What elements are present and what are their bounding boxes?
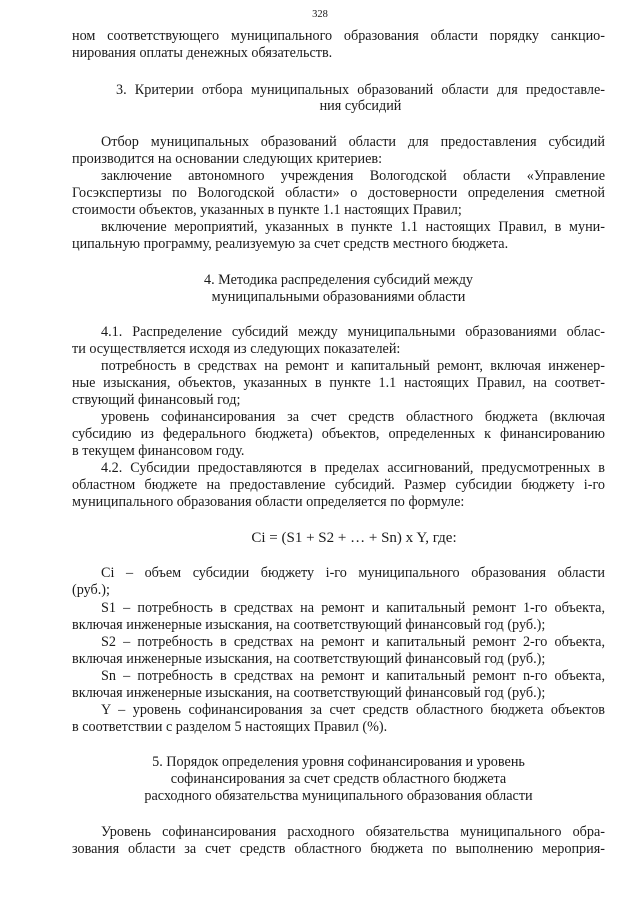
text-line: уровень софинансирования за счет средств областного бюджета (включая — [101, 409, 605, 425]
text-line: ти осуществляется исходя из следующих показателей: — [72, 341, 401, 357]
text-line: включая инженерные изыскания, на соответствующий финансовый год (руб.); — [72, 617, 546, 633]
text-line: включая инженерные изыскания, на соответствующий финансовый год (руб.); — [72, 685, 546, 701]
text-line: стоимости объектов, указанных в пункте 1.1 настоящих Правил; — [72, 202, 462, 218]
formula-line: Ci = (S1 + S2 + … + Sn) x Y, где: — [251, 530, 457, 546]
text-line: Уровень софинансирования расходного обязательства муниципального обра- — [101, 824, 605, 840]
text-line: заключение автономного учреждения Вологодской области «Управление — [101, 168, 605, 184]
text-line: Y – уровень софинансирования за счет средств областного бюджета объектов — [101, 702, 605, 718]
text-line: Отбор муниципальных образований области для предоставления субсидий — [101, 134, 605, 150]
text-line: зования области за счет средств областного бюджета по выполнению мероприя- — [72, 841, 605, 857]
text-line: 5. Порядок определения уровня софинансирования и уровень — [152, 754, 525, 770]
text-line: ния субсидий — [319, 98, 402, 114]
text-line: (руб.); — [72, 582, 110, 598]
text-line: расходного обязательства муниципального образования области — [144, 788, 533, 804]
text-line: в текущем финансовом году. — [72, 443, 245, 459]
text-line: включение мероприятий, указанных в пункте 1.1 настоящих Правил, в муни- — [101, 219, 605, 235]
text-line: областном бюджете на предоставление субсидий. Размер субсидии бюджету i-го — [72, 477, 605, 493]
text-line: Ci – объем субсидии бюджету i-го муниципального образования области — [101, 565, 605, 581]
text-line: субсидию из федерального бюджета) объектов, определенных к финансированию — [72, 426, 605, 442]
text-line: S1 – потребность в средствах на ремонт и капитальный ремонт 1-го объекта, — [101, 600, 605, 616]
text-line: ствующий финансовый год; — [72, 392, 241, 408]
text-line: Госэкспертизы по Вологодской области» о достоверности определения сметной — [72, 185, 605, 201]
text-line: 4.1. Распределение субсидий между муниципальными образованиями облас- — [101, 324, 605, 340]
text-line: потребность в средствах на ремонт и капитальный ремонт, включая инженер- — [101, 358, 605, 374]
text-line: в соответствии с разделом 5 настоящих Правил (%). — [72, 719, 388, 735]
text-line: 4. Методика распределения субсидий между — [203, 272, 474, 288]
text-line: 3. Критерии отбора муниципальных образований области для предоставле- — [116, 82, 605, 98]
text-line: ные изыскания, объектов, указанных в пункте 1.1 настоящих Правил, на соответ- — [72, 375, 605, 391]
text-line: ном соответствующего муниципального образования области порядку санкцио- — [72, 28, 605, 44]
text-line: S2 – потребность в средствах на ремонт и капитальный ремонт 2-го объекта, — [101, 634, 605, 650]
text-line: муниципального образования области определяется по формуле: — [72, 494, 465, 510]
page-number: 328 — [312, 9, 328, 20]
text-line: софинансирования за счет средств областного бюджета — [170, 771, 507, 787]
text-line: 4.2. Субсидии предоставляются в пределах ассигнований, предусмотренных в — [101, 460, 605, 476]
text-line: нирования оплаты денежных обязательств. — [72, 45, 333, 61]
text-line: ципальную программу, реализуемую за счет средств местного бюджета. — [72, 236, 509, 252]
text-line: производится на основании следующих критериев: — [72, 151, 383, 167]
text-line: муниципальными образованиями области — [211, 289, 466, 305]
text-line: включая инженерные изыскания, на соответствующий финансовый год (руб.); — [72, 651, 546, 667]
text-line: Sn – потребность в средствах на ремонт и капитальный ремонт n-го объекта, — [101, 668, 605, 684]
